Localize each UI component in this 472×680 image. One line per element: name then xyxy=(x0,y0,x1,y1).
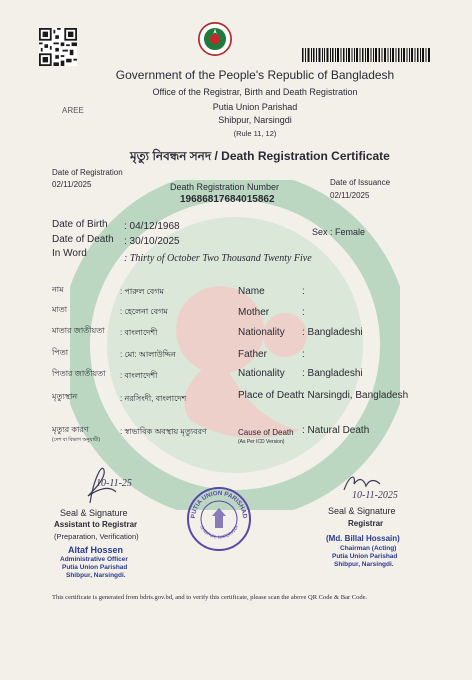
header-location: Shibpur, Narsingdi xyxy=(218,115,292,125)
row-mother-bn-value: : হেলেনা বেগম xyxy=(120,307,168,316)
dob-value: : 04/12/1968 xyxy=(124,221,180,232)
dod-value: : 30/10/2025 xyxy=(124,236,180,247)
left-title3: Shibpur, Narsingdi. xyxy=(66,572,126,579)
row-name-en-label: Name xyxy=(238,286,265,297)
header-union: Putia Union Parishad xyxy=(212,102,298,112)
stamp-text: PUTIA UNION PARISHAD xyxy=(189,489,249,519)
certificate-title: মৃত্যু নিবন্ধন সনদ / Death Registration Certificate xyxy=(130,149,390,163)
right-name: (Md. Billal Hossain) xyxy=(326,534,400,543)
registration-number: 19686817684015862 xyxy=(180,194,275,205)
row-cause-en-label: Cause of Death xyxy=(238,428,294,437)
row-name-bn-value: : পারুল বেগম xyxy=(120,287,164,296)
right-title1: Chairman (Acting) xyxy=(340,545,397,552)
row-father-bn-label: পিতা xyxy=(52,348,69,357)
row-place-en-value: : Narsingdi, Bangladesh xyxy=(302,390,409,401)
dod-label: Date of Death xyxy=(52,234,114,245)
row-mother-nat-en-label: Nationality xyxy=(238,327,285,338)
in-word-value: : Thirty of October Two Thousand Twenty Five xyxy=(124,253,312,264)
row-mother-en-label: Mother xyxy=(238,307,270,318)
row-mother-nat-en-value: : Bangladeshi xyxy=(302,327,363,338)
row-name-en-value: : xyxy=(302,286,305,297)
sex-value: Sex : Female xyxy=(312,227,366,237)
row-father-en-label: Father xyxy=(238,349,267,360)
barcode-icon xyxy=(302,48,430,62)
header-office: Office of the Registrar, Birth and Death Registration xyxy=(152,87,358,97)
footer-note: This certificate is generated from bdris.gov.bd, and to verify this certificate, please scan the above QR Code & Bar Code. xyxy=(52,594,368,601)
left-name: Altaf Hossen xyxy=(68,545,124,555)
row-mother-nat-bn-label: মাতার জাতীয়তা xyxy=(52,326,105,335)
row-father-nat-bn-value: : বাংলাদেশী xyxy=(120,371,158,380)
issuance-date-label: Date of Issuance xyxy=(330,178,391,187)
row-mother-bn-label: মাতা xyxy=(52,305,68,314)
qr-code-icon xyxy=(39,28,77,66)
left-role2: (Preparation, Verification) xyxy=(54,532,139,541)
row-mother-en-value: : xyxy=(302,307,305,318)
row-mother-nat-bn-value: : বাংলাদেশী xyxy=(120,328,158,337)
left-role: Assistant to Registrar xyxy=(54,520,138,529)
left-title2: Putia Union Parishad xyxy=(62,564,128,571)
right-role: Registrar xyxy=(348,519,384,528)
header-country: Government of the People's Republic of Bangladesh xyxy=(115,68,395,82)
row-place-bn-label: মৃত্যুস্থান xyxy=(52,392,78,401)
row-father-nat-en-value: : Bangladeshi xyxy=(302,368,363,379)
registration-number-label: Death Registration Number xyxy=(170,182,280,192)
stamp-subtext: SHIBPUR, NARSINGDI xyxy=(198,524,240,540)
right-seal-label: Seal & Signature xyxy=(328,506,396,516)
government-emblem-icon xyxy=(198,22,232,56)
issuance-date: 02/11/2025 xyxy=(330,191,370,200)
left-sign-date: 10-11-25 xyxy=(96,478,132,489)
left-title1: Administrative Officer xyxy=(60,556,128,563)
row-father-en-value: : xyxy=(302,349,305,360)
right-title2: Putia Union Parishad xyxy=(332,553,398,560)
in-word-label: In Word xyxy=(52,248,87,259)
row-name-bn-label: নাম xyxy=(52,285,64,294)
right-title3: Shibpur, Narsingdi. xyxy=(334,561,394,568)
row-father-nat-en-label: Nationality xyxy=(238,368,285,379)
left-seal-label: Seal & Signature xyxy=(60,508,128,518)
row-cause-en-value: : Natural Death xyxy=(302,425,370,436)
right-sign-date: 10-11-2025 xyxy=(352,490,398,501)
dob-label: Date of Birth xyxy=(52,219,108,230)
registration-date-label: Date of Registration xyxy=(52,168,123,177)
row-father-nat-bn-label: পিতার জাতীয়তা xyxy=(52,369,106,378)
row-cause-bn-label: মৃত্যুর কারণ xyxy=(52,425,89,434)
row-place-bn-value: : নরসিংদী, বাংলাদেশ xyxy=(120,394,187,403)
union-parishad-stamp-icon xyxy=(186,486,252,552)
row-cause-bn-note: (দেশ বা বিভাগ অনুযায়ী) xyxy=(52,437,101,443)
row-cause-en-note: (As Per ICD Version) xyxy=(238,439,285,445)
row-cause-bn-value: : স্বাভাবিক অবস্থায় মৃত্যুবরণ xyxy=(120,427,207,436)
qr-caption: AREE xyxy=(62,106,84,115)
registration-date: 02/11/2025 xyxy=(52,180,92,189)
row-place-en-label: Place of Death xyxy=(238,390,304,401)
row-father-bn-value: : মো: আলাউদ্দিন xyxy=(120,350,176,359)
header-rule: (Rule 11, 12) xyxy=(233,129,277,138)
